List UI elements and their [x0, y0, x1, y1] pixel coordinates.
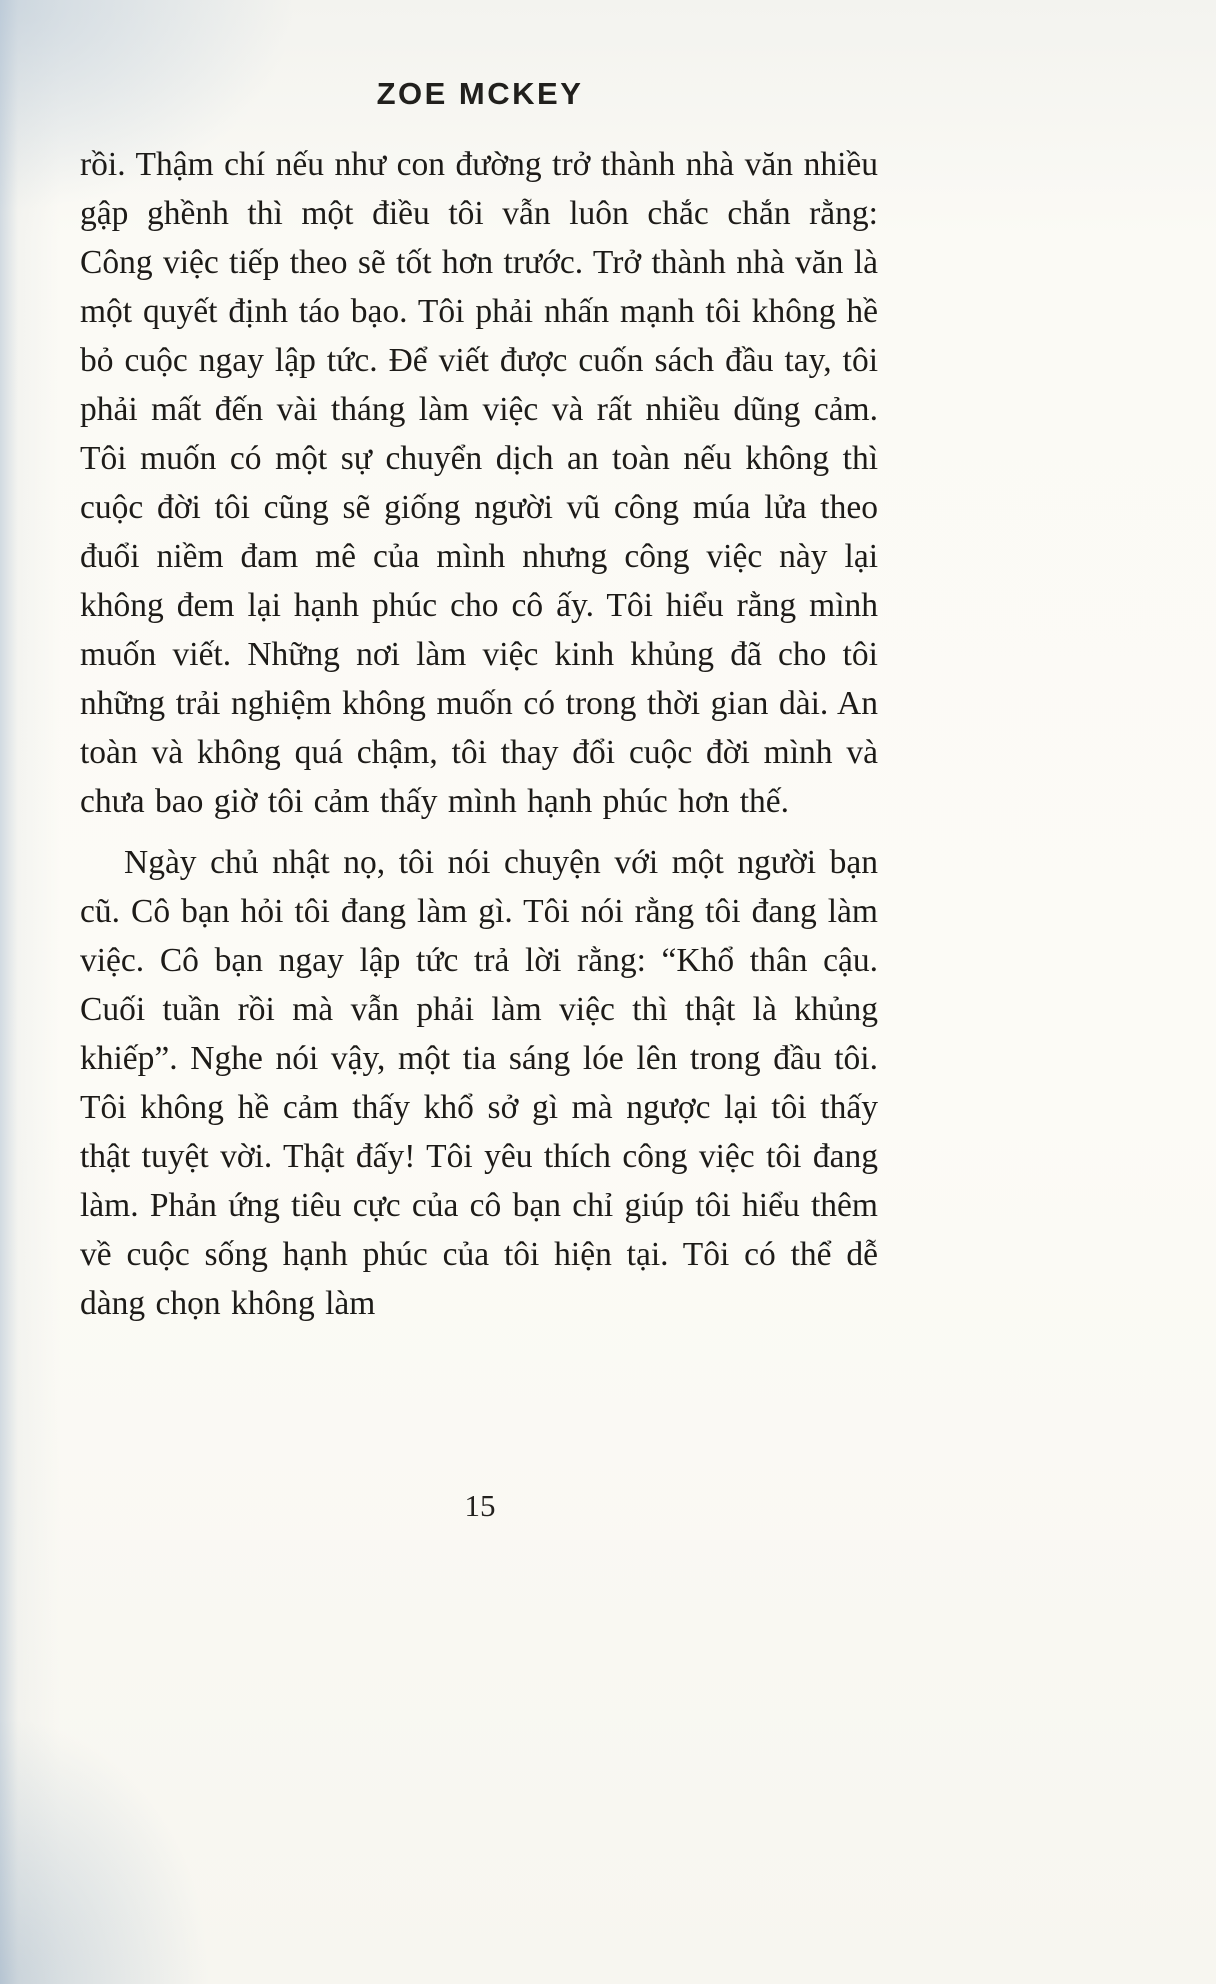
author-header: ZOE MCKEY — [376, 76, 584, 111]
body-text — [80, 140, 878, 1328]
paragraph: Ngày chủ nhật nọ, tôi nói chuyện với một người bạn cũ. Cô bạn hỏi tôi đang làm gì. Tôi nói rằng tôi đang làm việc. Cô bạn ngay lập tức trả lời rằng: “Khổ thân cậu. Cuối tuần rồi mà vẫn phải làm việc thì thật là khủng khiếp”. Nghe nói vậy, một tia sáng lóe lên trong đầu tôi. Tôi không hề cảm thấy khổ sở gì mà ngược lại tôi thấy thật tuyệt vời. Thật đấy! Tôi yêu thích công việc tôi đang làm. Phản ứng tiêu cực của cô bạn chỉ giúp tôi hiểu thêm về cuộc sống hạnh phúc của tôi hiện tại. Tôi có thể dễ dàng chọn không làm — [80, 844, 878, 1322]
paragraph: rồi. Thậm chí nếu như con đường trở thành nhà văn nhiều gập ghềnh thì một điều tôi vẫn luôn chắc chắn rằng: Công việc tiếp theo sẽ tốt hơn trước. Trở thành nhà văn là một quyết định táo bạo. Tôi phải nhấn mạnh tôi không hề bỏ cuộc ngay lập tức. Để viết được cuốn sách đầu tay, tôi phải mất đến vài tháng làm việc và rất nhiều dũng cảm. Tôi muốn có một sự chuyển dịch an toàn nếu không thì cuộc đời tôi cũng sẽ giống người vũ công múa lửa theo đuổi niềm đam mê của mình nhưng công việc này lại không đem lại hạnh phúc cho cô ấy. Tôi hiểu rằng mình muốn viết. Những nơi làm việc kinh khủng đã cho tôi những trải nghiệm không muốn có trong thời gian dài. An toàn và không quá chậm, tôi thay đổi cuộc đời mình và chưa bao giờ tôi cảm thấy mình hạnh phúc hơn thế. — [80, 146, 878, 820]
page-number: 15 — [464, 1488, 496, 1523]
